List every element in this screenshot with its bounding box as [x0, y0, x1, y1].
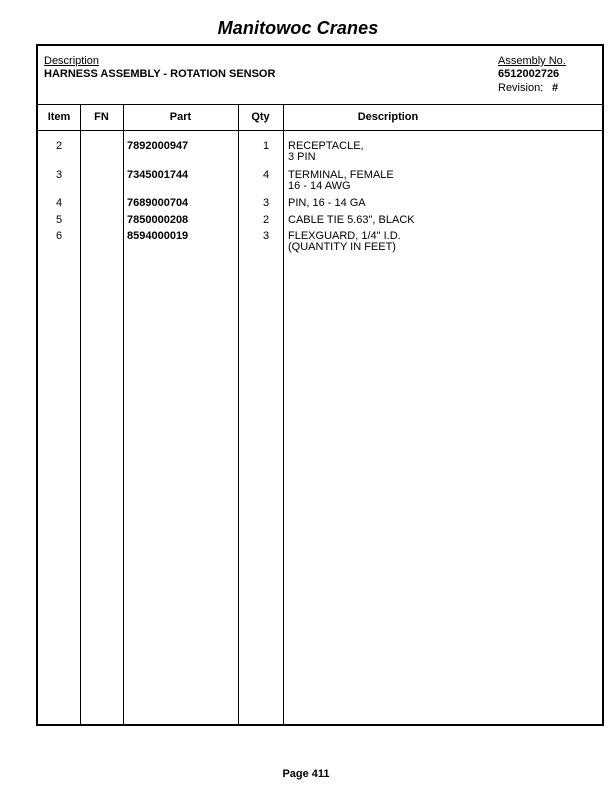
column-header-divider: [38, 130, 602, 131]
row-description: [288, 198, 366, 209]
row-item: 6: [55, 230, 63, 242]
revision-label: Revision:: [498, 82, 544, 94]
row-quantity: 2: [262, 214, 270, 226]
row-item: 5: [55, 214, 63, 226]
parts-list-frame: [36, 44, 604, 726]
column-header-part: Part: [169, 111, 192, 123]
row-quantity: 1: [262, 140, 270, 152]
column-divider: [283, 104, 284, 724]
row-description-line: TERMINAL, FEMALE: [288, 169, 394, 181]
assembly-number: 6512002726: [498, 68, 560, 80]
row-item: 3: [55, 169, 63, 181]
column-header-item: Item: [47, 111, 71, 123]
row-item: 4: [55, 197, 63, 209]
revision-value: #: [552, 82, 559, 94]
column-divider: [123, 104, 124, 724]
row-quantity: 4: [262, 169, 270, 181]
row-item: 2: [55, 140, 63, 152]
column-header-description: Description: [357, 111, 419, 123]
row-description: [288, 215, 415, 226]
row-description: [288, 141, 364, 163]
row-description-line: (QUANTITY IN FEET): [288, 241, 396, 253]
row-description-line: CABLE TIE 5.63", BLACK: [288, 214, 415, 226]
row-quantity: 3: [262, 230, 270, 242]
row-description-line: FLEXGUARD, 1/4" I.D.: [288, 230, 401, 242]
row-part-number: 8594000019: [127, 230, 189, 242]
row-quantity: 3: [262, 197, 270, 209]
row-part-number: 7345001744: [127, 169, 189, 181]
row-description-line: RECEPTACLE,: [288, 140, 364, 152]
row-description: [288, 231, 401, 253]
page-number: Page 411: [282, 768, 330, 780]
row-part-number: 7892000947: [127, 140, 189, 152]
column-header-fn: FN: [94, 111, 109, 123]
column-divider: [80, 104, 81, 724]
description-label: Description: [44, 55, 100, 67]
row-part-number: 7689000704: [127, 197, 189, 209]
row-description-line: 3 PIN: [288, 151, 316, 163]
assembly-number-label: Assembly No.: [498, 55, 566, 67]
column-header-qty: Qty: [251, 111, 270, 123]
row-part-number: 7850000208: [127, 214, 189, 226]
assembly-description: HARNESS ASSEMBLY - ROTATION SENSOR: [44, 68, 276, 80]
row-description: [288, 170, 394, 192]
row-description-line: 16 - 14 AWG: [288, 180, 351, 192]
assembly-header: [38, 46, 602, 104]
column-divider: [238, 104, 239, 724]
company-title: Manitowoc Cranes: [217, 18, 379, 38]
row-description-line: PIN, 16 - 14 GA: [288, 197, 366, 209]
